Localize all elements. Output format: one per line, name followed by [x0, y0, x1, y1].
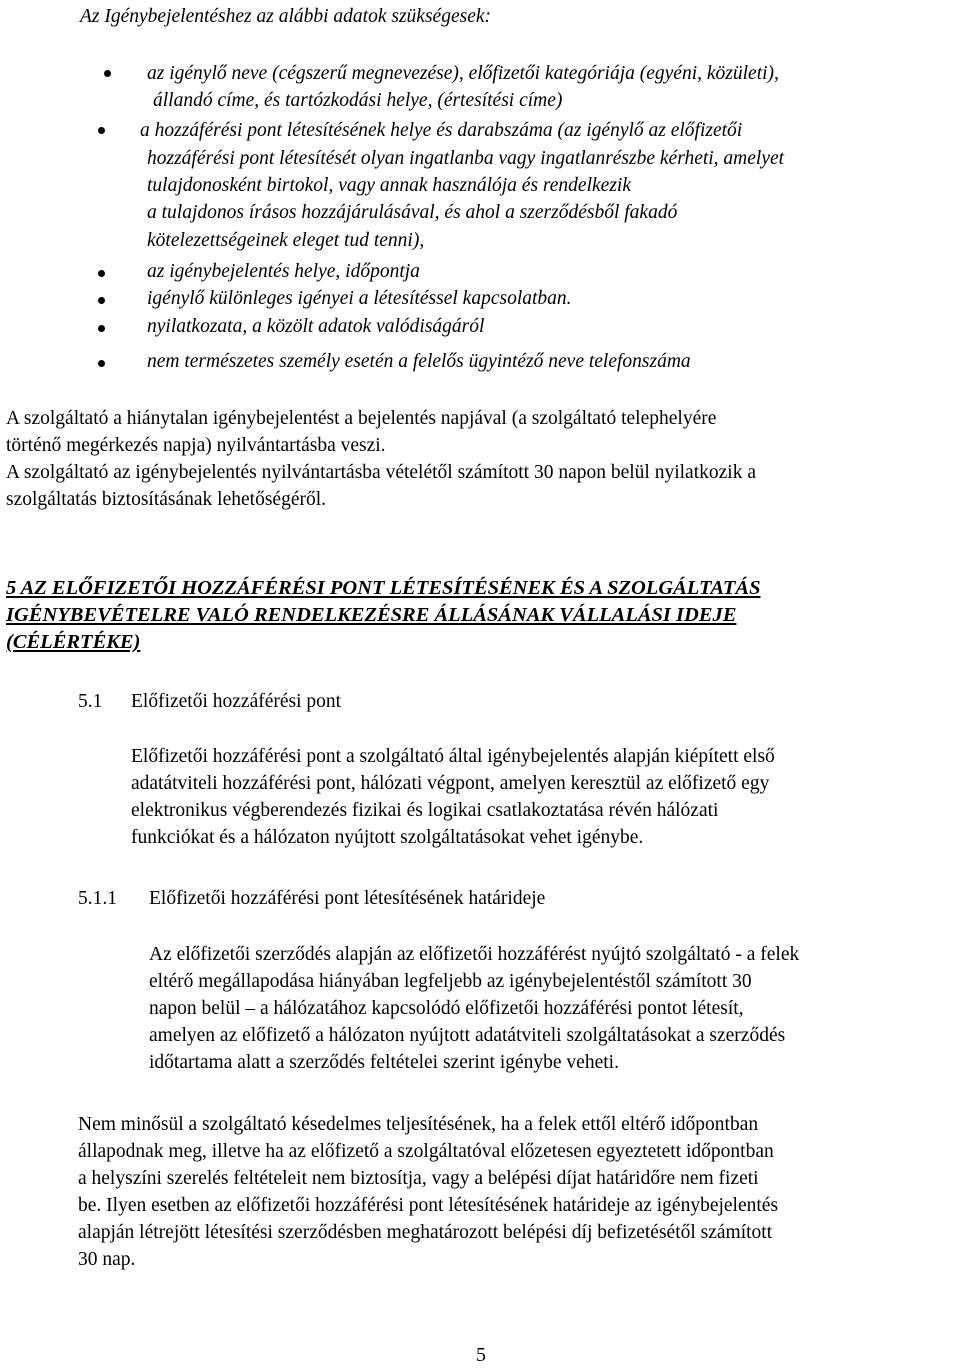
paragraph-line: be. Ilyen esetben az előfizetői hozzáférési pont létesítésének határideje az igénybejelentés	[78, 1195, 779, 1216]
section-5-1-body	[131, 743, 775, 851]
paragraph-line: történő megérkezés napja) nyilvántartásba veszi.	[6, 435, 386, 456]
intro-heading: Az Igénybejelentéshez az alábbi adatok szükségesek:	[80, 6, 492, 27]
paragraph-line: A szolgáltató a hiánytalan igénybejelentést a bejelentés napjával (a szolgáltató telephelyére	[6, 408, 717, 429]
paragraph-line: eltérő megállapodása hiányában legfeljebb az igénybejelentéstől számított 30	[149, 971, 752, 992]
paragraph-line: Nem minősül a szolgáltató késedelmes teljesítésének, ha a felek ettől eltérő időpontban	[78, 1114, 759, 1135]
bullet-dot	[98, 127, 105, 134]
paragraph-line: funkciókat és a hálózaton nyújtott szolgáltatásokat vehet igénybe.	[131, 827, 644, 848]
heading-line: 5 AZ ELŐFIZETŐI HOZZÁFÉRÉSI PONT LÉTESÍTÉSÉNEK ÉS A SZOLGÁLTATÁS	[6, 577, 761, 599]
section-5-1-1-title: Előfizetői hozzáférési pont létesítésének határideje	[149, 888, 546, 909]
paragraph-line: napon belül – a hálózatához kapcsolódó előfizetői hozzáférési pontot létesít,	[149, 998, 744, 1019]
registration-paragraph	[6, 405, 956, 513]
list-item-line: az igénybejelentés helye, időpontja	[147, 261, 420, 282]
bullet-dot	[98, 297, 105, 304]
page-number: 5	[476, 1344, 486, 1366]
list-item-line: a tulajdonos írásos hozzájárulásával, és ahol a szerződésből fakadó	[147, 202, 678, 223]
list-item-line: az igénylő neve (cégszerű megnevezése), előfizetői kategóriája (egyéni, közületi),	[147, 63, 779, 84]
paragraph-line: 30 nap.	[78, 1249, 136, 1270]
section-5-1-1-body	[149, 941, 799, 1076]
heading-line: (CÉLÉRTÉKE)	[6, 631, 141, 653]
section-5-1-number: 5.1	[78, 691, 103, 712]
list-item-line: hozzáférési pont létesítését olyan ingatlanba vagy ingatlanrészbe kérheti, amelyet	[147, 148, 785, 169]
list-item-line: nyilatkozata, a közölt adatok valódiságáról	[147, 316, 485, 337]
bullet-dot	[98, 325, 105, 332]
heading-line: IGÉNYBEVÉTELRE VALÓ RENDELKEZÉSRE ÁLLÁSÁNAK VÁLLALÁSI IDEJE	[6, 604, 737, 626]
paragraph-line: amelyen az előfizető a hálózaton nyújtott adatátviteli szolgáltatásokat a szerződés	[149, 1025, 786, 1046]
paragraph-line: adatátviteli hozzáférési pont, hálózati végpont, amelyen keresztül az előfizető egy	[131, 773, 770, 794]
paragraph-line: A szolgáltató az igénybejelentés nyilvántartásba vételétől számított 30 napon belül nyilatkozik a	[6, 462, 756, 483]
section-5-1-title: Előfizetői hozzáférési pont	[131, 691, 342, 712]
list-item-line: a hozzáférési pont létesítésének helye és darabszáma (az igénylő az előfizetői	[140, 120, 743, 141]
bullet-dot	[104, 70, 111, 77]
paragraph-line: elektronikus végberendezés fizikai és logikai csatlakoztatása révén hálózati	[131, 800, 719, 821]
paragraph-line: a helyszíni szerelés feltételeit nem biztosítja, vagy a belépési díjat határidőre nem fizeti	[78, 1168, 759, 1189]
paragraph-line: időtartama alatt a szerződés feltételei szerint igénybe veheti.	[149, 1052, 619, 1073]
paragraph-line: alapján létrejött létesítési szerződésben meghatározott belépési díj befizetésétől számított	[78, 1222, 773, 1243]
list-item-line: kötelezettségeinek eleget tud tenni),	[147, 230, 425, 251]
delay-paragraph	[78, 1111, 778, 1273]
section-5-heading	[6, 575, 761, 656]
section-5-1-1-number: 5.1.1	[78, 888, 117, 909]
paragraph-line: állapodnak meg, illetve ha az előfizető a szolgáltatóval előzetesen egyeztetett időpontban	[78, 1141, 774, 1162]
paragraph-line: szolgáltatás biztosításának lehetőségéről.	[6, 489, 327, 510]
list-item-line: tulajdonosként birtokol, vagy annak használója és rendelkezik	[147, 175, 631, 196]
list-item-line: igénylő különleges igényei a létesítéssel kapcsolatban.	[147, 288, 572, 309]
bullet-dot	[98, 270, 105, 277]
list-item-line: állandó címe, és tartózkodási helye, (értesítési címe)	[153, 90, 563, 111]
paragraph-line: Az előfizetői szerződés alapján az előfizetői hozzáférést nyújtó szolgáltató - a felek	[149, 944, 800, 965]
bullet-dot	[98, 360, 105, 367]
list-item-line: nem természetes személy esetén a felelős ügyintéző neve telefonszáma	[147, 351, 691, 372]
paragraph-line: Előfizetői hozzáférési pont a szolgáltató által igénybejelentés alapján kiépített első	[131, 746, 775, 767]
